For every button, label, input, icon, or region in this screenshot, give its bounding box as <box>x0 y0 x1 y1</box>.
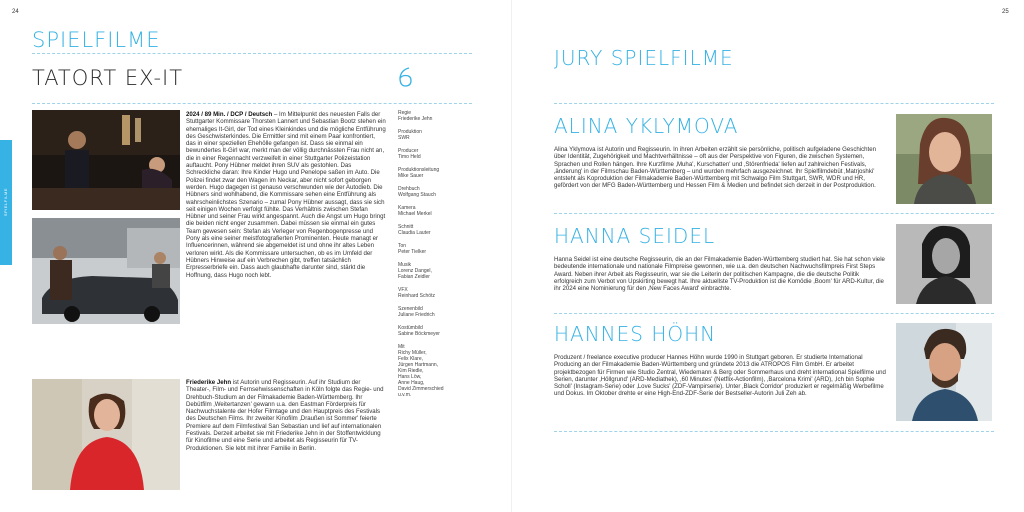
credit-group <box>398 205 470 217</box>
section-title: SPIELFILME <box>32 28 161 52</box>
credit-group <box>398 243 470 255</box>
director-name: Friederike Jehn <box>186 379 232 386</box>
juror-name: HANNES HÖHN <box>554 322 717 346</box>
credit-role: Schnitt <box>398 224 414 230</box>
credit-group <box>398 306 470 318</box>
credit-group <box>398 129 470 141</box>
credit-group <box>398 167 470 179</box>
juror-photo <box>896 114 992 204</box>
credits-list <box>398 110 470 405</box>
spine <box>511 0 512 512</box>
film-title: TATORT EX-IT <box>32 66 184 90</box>
page-number-left: 24 <box>12 9 19 15</box>
juror-photo <box>896 323 992 421</box>
credit-group <box>398 224 470 236</box>
credit-name: Mike Sauer <box>398 173 424 179</box>
director-bio <box>186 379 386 452</box>
credit-name: Juliane Friedrich <box>398 312 435 318</box>
juror-name: HANNA SEIDEL <box>554 224 716 248</box>
credit-name: Jürgen Hartmann, <box>398 362 439 368</box>
credit-name: Friederike Jehn <box>398 116 433 122</box>
credit-group <box>398 287 470 299</box>
credit-role: VFX <box>398 287 408 293</box>
credit-name: Fabian Zeidler <box>398 274 430 280</box>
credit-role: Musik <box>398 262 412 268</box>
credit-name: SWR <box>398 135 410 141</box>
credit-name: Timo Held <box>398 154 421 160</box>
credit-name: Richy Müller, <box>398 350 427 356</box>
credit-name: Hans Löw, <box>398 374 422 380</box>
credit-role: Producer <box>398 148 419 154</box>
synopsis <box>186 111 386 279</box>
film-still-photo <box>32 110 180 210</box>
jury-title: JURY SPIELFILME <box>554 46 734 70</box>
side-tab: SPIELFILME <box>0 140 12 265</box>
juror-bio: Produzent / freelance executive producer Hannes Höhn wurde 1990 in Stuttgart geboren. Er studierte International Producing an der Filmakademie Baden-Württemberg und gründete 2013 die ATROPOS Film GmbH. Er arbeitet projektbezogen für Firmen wie Studio Zentral, Wiedemann & Berg oder Sommerhaus und dreht international Spielfilme und Serien, darunter ‚Höllgrund' (ARD-Mediathek), ‚60 Minutes' (Netflix-Actionfilm), ‚Barcelona Krimi' (ARD), ‚Ich bin Sophie Scholl' (Instagram-Serie) oder ‚Love Sucks' (ZDF-Vampirserie). Unter ‚Black Corridor' produziert er regelmäßig Werbefilme und Dokus. Im Oktober drehte er eine High-End-ZDF-Serie der Bestseller-Autorin Juli Zeh ab. <box>554 354 886 398</box>
credit-name: Peter Tielker <box>398 249 427 255</box>
credit-role: Szenenbild <box>398 306 423 312</box>
credit-name: Wolfgang Stauch <box>398 192 436 198</box>
credit-role: Kamera <box>398 205 416 211</box>
director-bio-text: ist Autorin und Regisseurin. Auf ihr Studium der Theater-, Film- und Fernsehwissenschaften in Köln folgte das Regie- und Drehbuch-Studium an der Filmakademie Baden-Württemberg. Ihr Debütfilm ‚Weitertanzen' gewann u.a. den Eastman Förderpreis für Nachwuchstalente der Hofer Filmtage und den Hauptpreis des Festivals des Deutschen Films. Ihr zweiter Kinofilm ‚Draußen ist Sommer' feierte Premiere auf dem Filmfestival San Sebastian und lief auf internationalen Festivals. Derzeit arbeitet sie mit Friederike Jehn in der Stoffentwicklung für Kinofilme und eine Serie und arbeitet als Regisseurin für TV-Produktionen. Sie lebt mit ihrer Familie in Berlin. <box>186 379 384 452</box>
juror-photo <box>896 224 992 304</box>
divider <box>554 103 994 104</box>
page-number-right: 25 <box>1002 9 1009 15</box>
credit-role: Produktionsleitung <box>398 167 440 173</box>
age-rating-icon <box>397 66 413 88</box>
credit-name: David Zimmerschied <box>398 386 444 392</box>
divider <box>32 53 472 54</box>
director-photo <box>32 379 180 490</box>
credit-group <box>398 325 470 337</box>
credit-group <box>398 186 470 198</box>
juror-bio: Alina Yklymova ist Autorin und Regisseurin. In ihren Arbeiten erzählt sie persönliche, politisch aufgeladene Geschichten über Identität, Zugehörigkeit und Machtverhältnisse – oft aus der Perspektive von Figuren, die zwischen Systemen, Sprachen und Rollen hängen. Ihre Kurzfilme ‚Muha', Kurschatten' und ‚Störenfrieda' liefen auf zahlreichen Festivals, ‚änderung' in der Filmschau Baden-Württemberg – und wurden mehrfach ausgezeichnet. Ihr Spielfilmdebüt ‚Matrjoshki' entsteht als Koproduktion der Filmakademie Baden-Württemberg mit Schwalgo Film Stuttgart, SWR, WDR und HR, gefördert von der MFG Baden-Württemberg und Hessen Film & Medien und befindet sich derzeit in der Postproduktion. <box>554 146 877 190</box>
film-still-photo <box>32 218 180 324</box>
credit-role: Kostümbild <box>398 325 423 331</box>
credit-name: Lorenz Dangel, <box>398 268 432 274</box>
credit-role: Regie <box>398 110 412 116</box>
credit-name: Claudia Lauter <box>398 230 431 236</box>
credit-group <box>398 344 470 398</box>
credit-role: Ton <box>398 243 407 249</box>
divider <box>554 431 994 432</box>
credit-role: Mit <box>398 344 405 350</box>
credit-group <box>398 148 470 160</box>
juror-name: ALINA YKLYMOVA <box>554 114 739 138</box>
credit-name: Felix Klare, <box>398 356 424 362</box>
credit-name: u.v.m. <box>398 392 412 398</box>
divider <box>554 213 994 214</box>
credit-name: Anne Haug, <box>398 380 425 386</box>
credit-name: Reinhard Schötz <box>398 293 435 299</box>
synopsis-text: – Im Mittelpunkt des neuesten Falls der Stuttgarter Kommissare Thorsten Lannert und Sebastian Bootz stehen ein ehemaliges It-Girl, der Tod eines Kleinkindes und die mögliche Entführung des Geschwisterkindes. Die Ermittler sind mit einem Paar konfrontiert, das in einer speziellen Ehehölle gefangen ist. Dass sie einmal ein bewundertes It-Girl war, merkt man der völlig durchnässten Frau nicht an, die in einer Regennacht verzweifelt in einer Stuttgarter Polizeistation auftaucht. Pony Hübner meldet ihren SUV als gestohlen. Das Schreckliche daran: Ihre Kinder Hugo und Penelope saßen im Auto. Die Polizei findet zwar den Wagen im Neckar, aber nicht sofort geborgen werden. Hugo dagegen ist genauso verschwunden wie der Autodieb. Die Hübners sind wohlhabend, die Kommissare sehen eine Entführung als wahrscheinlichstes Szenario – zumal Pony Hübner aussagt, dass sie sich seit einigen Wochen verfolgt fühlte. Das Verhältnis zwischen Stefan Hübner und seiner Frau wirkt angespannt. Auch die Angst um Hugo bringt die beiden nicht enger zusammen. Dabei müssen sie einmal ein gutes Team gewesen sein: Stefan als Verleger von Regenbogenpresse und Pony als eine seiner meistfotografierten Prominenten. Heute managt er Influencerinnen, während sie abgemeldet ist und ohne ihr altes Leben verloren wirkt. Als die Kommissare untersuchen, ob es im Umfeld der Hübners Hinweise auf ein Verbrechen gibt, treffen tatsächlich Erpresserbriefe ein. Dass auch glaubhafte darunter sind, stärkt die Hoffnung, dass Hugo noch lebt. <box>186 111 386 279</box>
synopsis-lead: 2024 / 89 Min. / DCP / Deutsch <box>186 111 273 118</box>
credit-name: Michael Merkel <box>398 211 432 217</box>
divider <box>554 313 994 314</box>
credit-group <box>398 110 470 122</box>
divider <box>32 103 472 104</box>
credit-name: Kim Riedle, <box>398 368 424 374</box>
credit-group <box>398 262 470 280</box>
credit-role: Produktion <box>398 129 422 135</box>
juror-bio: Hanna Seidel ist eine deutsche Regisseurin, die an der Filmakademie Baden-Württemberg studiert hat. Sie hat schon viele bedeutende internationale und nationale Filmpreise gewonnen, wie u.a. den deutschen Nachwuchsfilmpreis First Steps Award. Neben ihrer Arbeit als Regisseurin, war sie die Leiterin der politischen Kampagne, die die deutsche Politik erfolgreich zum Verbot von Upskirting bewegt hat. Ihre aktuellste TV-Produktion ist die Komödie ‚Boom' für ARD-Kultur, die ihr 2024 eine Nominierung für den ‚New Faces Award' einbrachte. <box>554 256 885 293</box>
credit-role: Drehbuch <box>398 186 420 192</box>
credit-name: Sabine Böckmeyer <box>398 331 440 337</box>
